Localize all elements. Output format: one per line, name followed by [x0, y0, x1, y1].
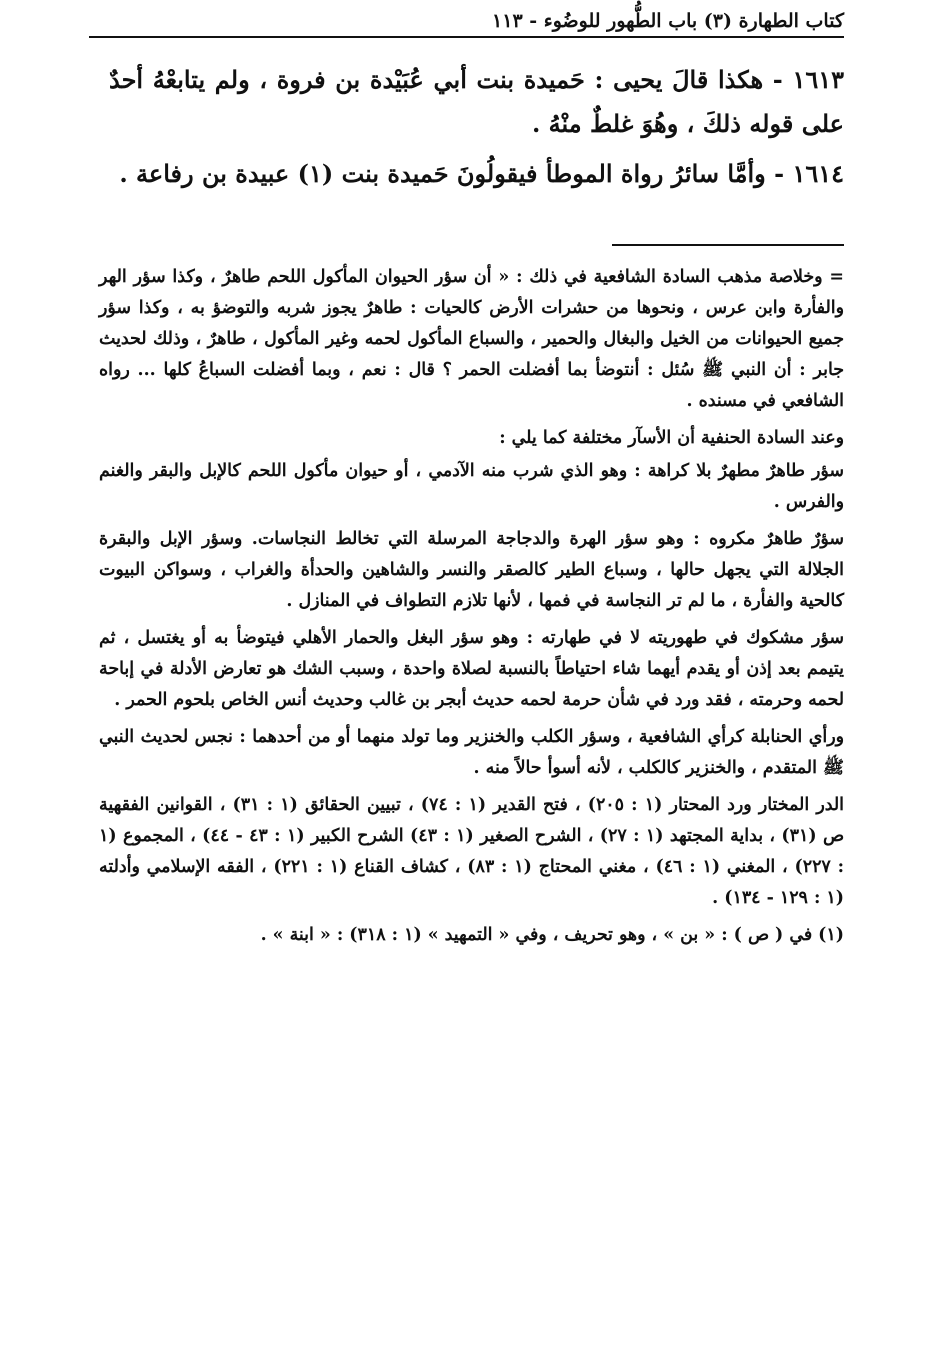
- note-shafii-summary: = وخلاصة مذهب السادة الشافعية في ذلك : « أن سؤر الحيوان المأكول اللحم طاهرٌ ، وكذا سؤر الهر والفأرة وابن عرس ، ونحوها من حشرات الأرض كالحيات : طاهرٌ يجوز شربه والتوضؤ به ، وكذا سؤر جميع الحيوانات من الخيل والبغال والحمير ، والسباع المأكول لحمه وغير المأكول ، طاهرٌ ، وذلك لحديث جابر : أن النبي ﷺ سُئل : أنتوضأ بما أفضلت الحمر ؟ قال : نعم ، وبما أفضلت السباعُ كلها ... رواه الشافعي في مسنده .: [99, 267, 844, 411]
- note-doubtful: سؤر مشكوك في طهوريته لا في طهارته : وهو سؤر البغل والحمار الأهلي فيتوضأ به أو يغتسل ، ثم يتيمم بعد إذن أو يقدم أيهما شاء احتياطاً بالنسبة لصلاة واحدة ، وسبب الشك هو تعارض الأدلة في إباحة لحمه وحرمته ، فقد ورد في شأن حرمة لحمه حديث أبجر بن غالب وحديث أنس الخاص بلحوم الحمر .: [99, 628, 844, 710]
- footnote-separator: [612, 244, 844, 246]
- note-hanafi-intro: وعند السادة الحنفية أن الأسآر مختلفة كما يلي :: [499, 428, 844, 448]
- note-references: الدر المختار ورد المحتار (١ : ٢٠٥) ، فتح القدير (١ : ٧٤) ، تبيين الحقائق (١ : ٣١) ، القوانين الفقهية ص (٣١) ، بداية المجتهد (١ : ٢٧) ، الشرح الصغير (١ : ٤٣) الشرح الكبير (١ : ٤٣ - ٤٤) ، المجموع (١ : ٢٢٧) ، المغني (١ : ٤٦) ، مغني المحتاج (١ : ٨٣) ، كشاف القناع (١ : ٢٢١) ، الفقه الإسلامي وأدلته (١ : ١٢٩ - ١٣٤) .: [99, 795, 845, 908]
- header-rule: [89, 36, 844, 38]
- running-header-text: كتاب الطهارة (٣) باب الطُّهور للوضُوء - ١١٣: [492, 10, 844, 32]
- main-text: [109, 58, 844, 202]
- footnotes: [99, 262, 844, 957]
- note-hanbali: ورأي الحنابلة كرأي الشافعية ، وسؤر الكلب والخنزير وما تولد منهما أو من أحدهما : نجس لحديث النبي ﷺ المتقدم ، والخنزير كالكلب ، لأنه أسوأ حالاً منه .: [99, 727, 844, 778]
- paragraph-1613: ١٦١٣ - هكذا قالَ يحيى : حَميدة بنت أبي عُبَيْدة بن فروة ، ولم يتابعْهُ أحدٌ على قوله ذلكَ ، وهُوَ غلطٌ منْهُ .: [109, 65, 844, 138]
- note-pure-disliked: سؤرٌ طاهرٌ مكروه : وهو سؤر الهرة والدجاجة المرسلة التي تخالط النجاسات. وسؤر الإبل والبقرة الجلالة التي يجهل حالها ، وسباع الطير كالصقر والنسر والشاهين والحدأة والغراب ، وسواكن البيوت كالحية والفأرة ، ما لم تر النجاسة في فمها ، لأنها تلازم التطواف في المنازل .: [99, 529, 844, 611]
- footnote-1: (١) في ( ص ) : « بن » ، وهو تحريف ، وفي « التمهيد » (١ : ٣١٨) : « ابنة » .: [260, 925, 844, 945]
- running-header: [89, 6, 844, 36]
- note-pure-purifying: سؤر طاهرٌ مطهرٌ بلا كراهة : وهو الذي شرب منه الآدمي ، أو حيوان مأكول اللحم كالإبل والبقر والغنم والفرس .: [99, 461, 844, 512]
- paragraph-1614: ١٦١٤ - وأمَّا سائرُ رواة الموطأ فيقولُونَ حَميدة بنت (١) عبيدة بن رفاعة .: [119, 159, 844, 188]
